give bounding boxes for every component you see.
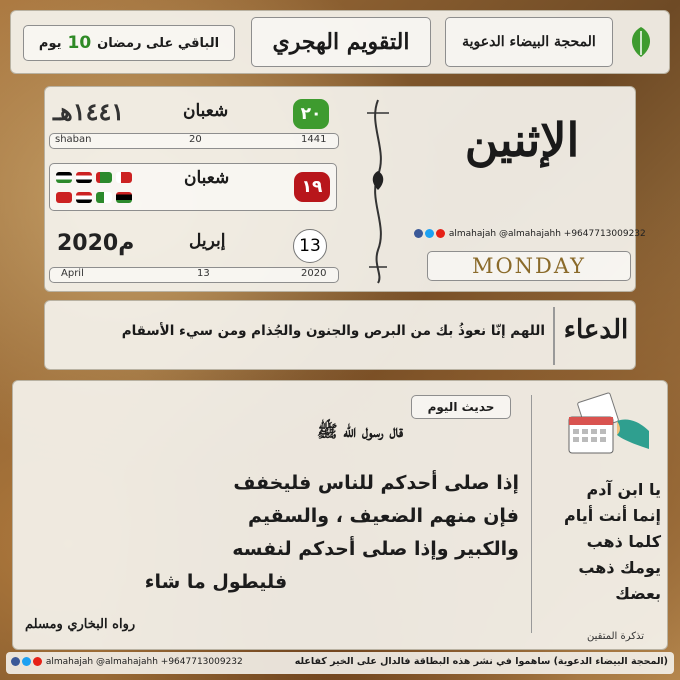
logo xyxy=(619,17,663,67)
calendar-title-box xyxy=(251,17,431,67)
hijri-year-small: 1441 xyxy=(301,134,327,145)
header-bar xyxy=(10,10,670,74)
hadith-heading: حديث اليوم xyxy=(427,400,495,414)
alt-hijri-day-badge: ١٩ xyxy=(294,172,330,202)
leaf-logo-icon xyxy=(626,25,656,59)
remaining-prefix: الباقي على رمضان xyxy=(97,35,220,51)
hadith-heading-box xyxy=(411,395,511,419)
flag-icon-6 xyxy=(76,192,92,203)
dua-divider xyxy=(553,307,555,365)
footer-text: (المحجة البيضاء الدعوية) ساهموا في نشر هذه البطاقة فالدال على الخير كفاعله xyxy=(294,656,668,667)
footer-social-text: almahajah @almahajahh +9647713009232 xyxy=(45,657,243,667)
flag-icon-3 xyxy=(96,172,112,183)
remaining-days-count: 10 xyxy=(67,33,92,53)
day-social-line xyxy=(413,229,646,239)
reminder-line: يومك ذهب xyxy=(578,558,661,577)
reminder-label: تذكرة المتقين xyxy=(587,631,645,642)
gregorian-year-small: 2020 xyxy=(301,268,327,279)
twitter-icon xyxy=(425,229,434,238)
flag-icon-7 xyxy=(96,192,112,203)
flag-icon-8 xyxy=(116,192,132,203)
hijri-day-badge: ٢٠ xyxy=(293,99,329,129)
ornament-divider-icon xyxy=(363,95,393,285)
day-social-text: almahajah @almahajahh +9647713009232 xyxy=(448,229,646,239)
twitter-icon xyxy=(22,657,31,666)
reminder-line: إنما أنت أيام xyxy=(563,506,661,525)
dua-panel xyxy=(44,300,636,370)
date-panel xyxy=(44,86,646,292)
gregorian-info-strip xyxy=(49,267,339,283)
reminder-lines xyxy=(539,477,661,607)
remaining-suffix: يوم xyxy=(38,35,62,51)
hadith-lines xyxy=(53,467,519,599)
day-name-english: MONDAY xyxy=(471,254,587,278)
gregorian-month: إبريل xyxy=(189,231,226,251)
footer-social xyxy=(10,657,243,667)
alt-hijri-box xyxy=(49,163,337,211)
day-name-arabic: الإثنين xyxy=(464,113,580,167)
hadith-source: رواه البخاري ومسلم xyxy=(25,617,136,632)
gregorian-row xyxy=(49,225,339,285)
day-name-english-box xyxy=(427,251,631,281)
brand-title: المحجة البيضاء الدعوية xyxy=(462,34,596,50)
remaining-days-box xyxy=(23,25,235,61)
hadith-intro: قال رسول الله ﷺ xyxy=(316,422,403,442)
hadith-line: فإن منهم الضعيف ، والسقيم xyxy=(247,505,519,527)
brand-title-box xyxy=(445,17,613,67)
flag-icon-2 xyxy=(76,172,92,183)
facebook-icon xyxy=(11,657,20,666)
hijri-row xyxy=(49,93,339,151)
hadith-line: والكبير وإذا صلى أحدكم لنفسه xyxy=(232,538,519,560)
reminder-line: بعضك xyxy=(615,584,661,603)
flag-icon-5 xyxy=(56,192,72,203)
hadith-line: إذا صلى أحدكم للناس فليخفف xyxy=(233,472,519,494)
youtube-icon xyxy=(33,657,42,666)
footer-bar xyxy=(6,652,674,674)
reminder-line: يا ابن آدم xyxy=(586,480,661,499)
gregorian-day-circle: 13 xyxy=(293,229,327,263)
hijri-month: شعبان xyxy=(183,101,229,121)
hijri-day-small: 20 xyxy=(189,134,202,145)
hijri-year: ١٤٤١هـ xyxy=(53,97,125,126)
gregorian-year: 2020م xyxy=(57,231,135,256)
flag-icon-1 xyxy=(56,172,72,183)
dua-heading: الدعاء xyxy=(563,315,629,345)
reminder-line: كلما ذهب xyxy=(586,532,661,551)
hijri-month-en: shaban xyxy=(55,134,92,145)
gregorian-month-en: April xyxy=(61,268,84,279)
dua-text: اللهم إنّا نعوذُ بك من البرص والجنون والجُذام ومن سيء الأسقام xyxy=(121,323,545,339)
calendar-title: التقويم الهجري xyxy=(272,29,410,55)
hadith-line: فليطول ما شاء xyxy=(144,571,288,593)
calendar-hand-icon xyxy=(559,391,651,461)
hadith-panel xyxy=(12,380,668,650)
youtube-icon xyxy=(436,229,445,238)
alt-hijri-month: شعبان xyxy=(184,168,230,188)
reminder-divider xyxy=(531,395,532,633)
flag-icon-4 xyxy=(116,172,132,183)
gregorian-day-small: 13 xyxy=(197,268,210,279)
facebook-icon xyxy=(414,229,423,238)
